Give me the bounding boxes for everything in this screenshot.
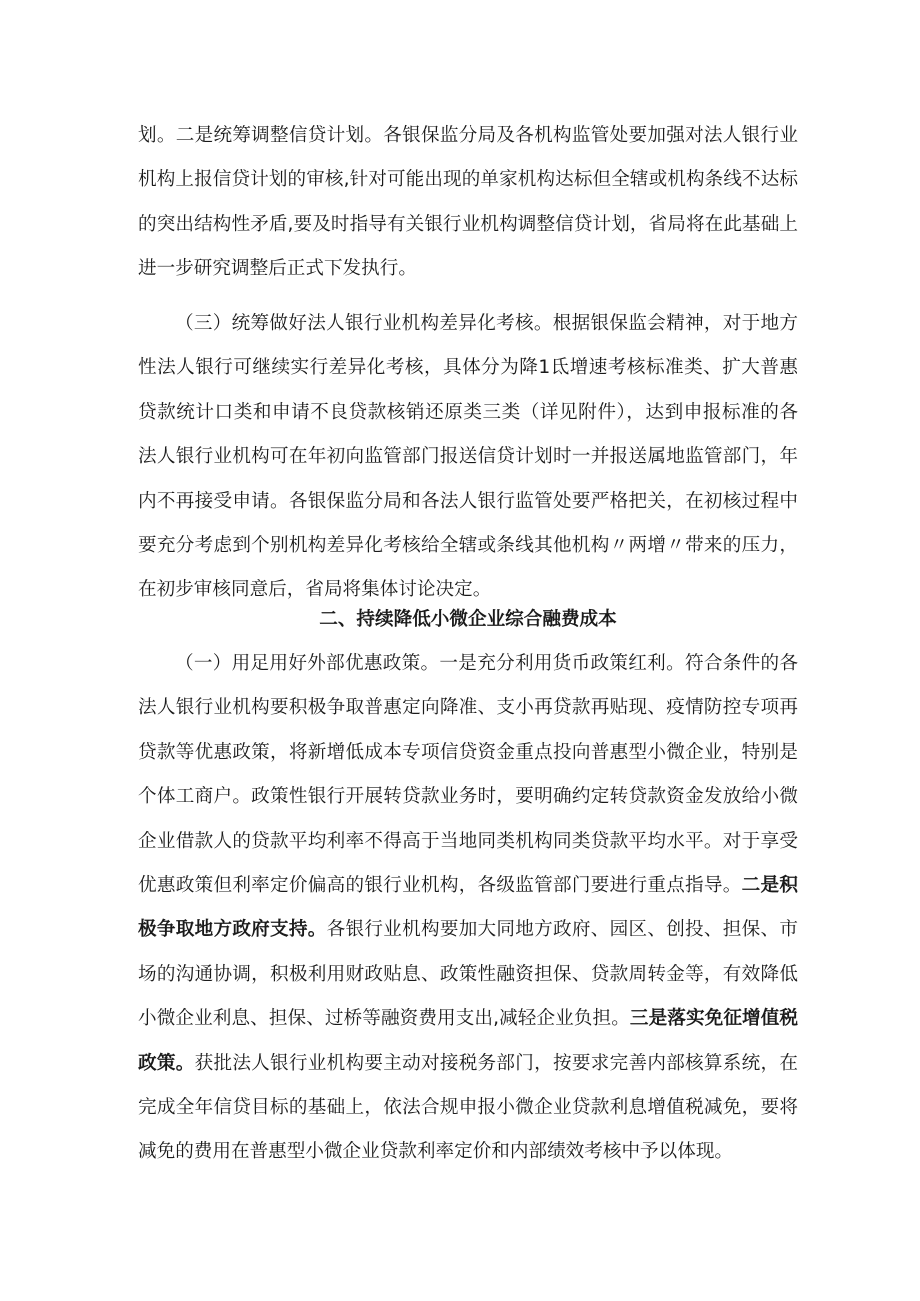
paragraph-text-part-1: （一）用足用好外部优惠政策。一是充分利用货币政策红利。符合条件的各法人银行业机构要积极争取普惠定向降准、支小再贷款再贴现、疫情防控专项再贷款等优惠政策，将新增低成本专项信贷资金重点投向普惠型小微企业，特别是个体工商户。政策性银行开展转贷款业务时，要明确约定转贷款资金发放给小微企业借款人的贷款平均利率不得高于当地同类机构同类贷款平均水平。对于享受优惠政策但利率定价偏高的银行业机构，各级监管部门要进行重点指导。	[138, 653, 798, 897]
paragraph-continuation: 划。二是统筹调整信贷计划。各银保监分局及各机构监管处要加强对法人银行业机构上报信贷计划的审核,针对可能出现的单家机构达标但全辖或机构条线不达标的突出结构性矛盾,要及时指导有关银行业机构调整信贷计划，省局将在此基础上进一步研究调整后正式下发执行。	[138, 125, 798, 280]
paragraph-differentiated-assessment: （三）统筹做好法人银行业机构差异化考核。根据银保监会精神，对于地方性法人银行可继续实行差异化考核，具体分为降1氐增速考核标准类、扩大普惠贷款统计口类和申请不良贷款核销还原类三类（详见附件），达到申报标准的各法人银行业机构可在年初向监管部门报送信贷计划时一并报送属地监管部门，年内不再接受申请。各银保监分局和各法人银行监管处要严格把关，在初核过程中要充分考虑到个别机构差异化考核给全辖或条线其他机构〃两增〃带来的压力，在初步审核同意后，省局将集体讨论决定。	[138, 313, 798, 601]
paragraph-bold-phrase-2: 三是落实免征增值税政策。	[138, 1008, 798, 1074]
paragraph-bold-phrase-1: 二是积极争取地方政府支持。	[138, 875, 798, 941]
section-heading: 二、持续降低小微企业综合融费成本	[319, 609, 617, 630]
paragraph-text-part-2: 各银行业机构要加大同地方政府、园区、创投、担保、市场的沟通协调，积极利用财政贴息、政策性融资担保、贷款周转金等，有效降低小微企业利息、担保、过桥等融资费用支出,减轻企业负担。	[138, 919, 798, 1030]
paragraph-text-part-3: 获批法人银行业机构要主动对接税务部门，按要求完善内部核算系统，在完成全年信贷目标的基础上，依法合规申报小微企业贷款利息增值税减免，要将减免的费用在普惠型小微企业贷款利率定价和内部绩效考核中予以体现。	[138, 1052, 798, 1163]
paragraph-external-policies	[138, 642, 798, 1175]
